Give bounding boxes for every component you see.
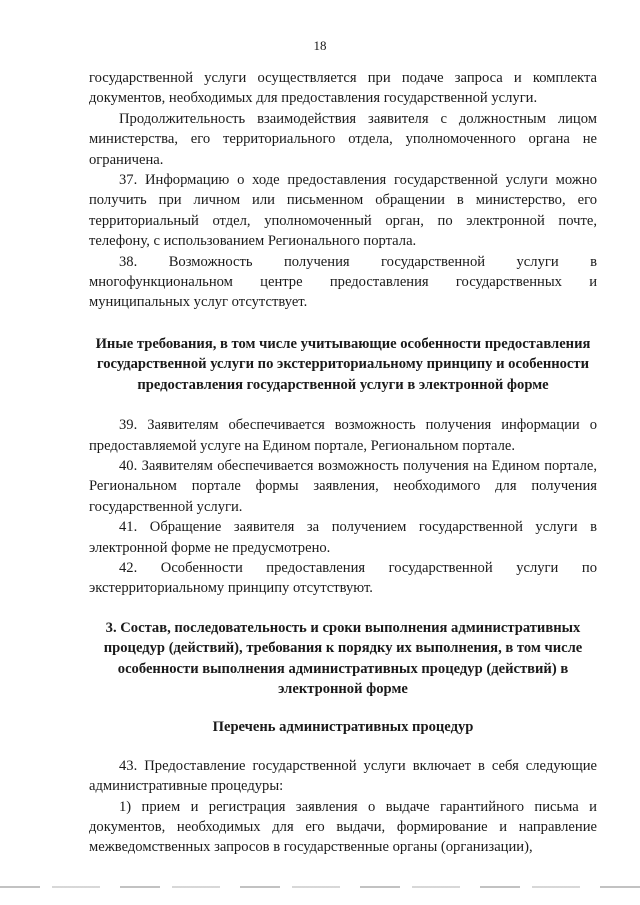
- paragraph-42: 42. Особенности предоставления государственной услуги по экстерриториальному принципу отсутствуют.: [89, 559, 597, 597]
- paragraph-40: 40. Заявителям обеспечивается возможность получения на Едином портале, Региональном портале формы заявления, необходимого для получения государственной услуги.: [89, 457, 597, 515]
- page-number: 18: [313, 38, 327, 53]
- document-body: [89, 68, 597, 858]
- paragraph-43-item-1: 1) прием и регистрация заявления о выдаче гарантийного письма и документов, необходимых для его выдачи, формирование и направление межведомственных запросов в государственные органы (организации),: [89, 798, 597, 856]
- scan-artifact-line: [0, 886, 640, 888]
- paragraph-38: 38. Возможность получения государственной услуги в многофункциональном центре предоставления государственных и муниципальных услуг отсутствует.: [89, 253, 597, 311]
- paragraph-39: 39. Заявителям обеспечивается возможность получения информации о предоставляемой услуге на Едином портале, Региональном портале.: [89, 417, 597, 454]
- heading-other-requirements: Иные требования, в том числе учитывающие особенности предоставления государственной услуги по экстерриториальному принципу и особенности предоставления государственной услуги в электронной форме: [95, 335, 591, 393]
- heading-section-3: 3. Состав, последовательность и сроки выполнения административных процедур (действий), требования к порядку их выполнения, в том числе особенности выполнения административных процедур (действий) в электронной форме: [103, 619, 583, 697]
- paragraph-continuation: государственной услуги осуществляется при подаче запроса и комплекта документов, необходимых для предоставления государственной услуги.: [89, 70, 597, 107]
- paragraph-37: 37. Информацию о ходе предоставления государственной услуги можно получить при личном или письменном обращении в министерство, его территориальный отдел, уполномоченный орган, по электронной почте, телефону, с использованием Регионального портала.: [89, 172, 597, 250]
- heading-procedures-list: Перечень административных процедур: [212, 719, 474, 736]
- paragraph-43: 43. Предоставление государственной услуги включает в себя следующие административные процедуры:: [89, 757, 597, 795]
- paragraph-interaction-duration: Продолжительность взаимодействия заявителя с должностным лицом министерства, его территориального отдела, уполномоченного органа не ограничена.: [89, 110, 597, 168]
- paragraph-41: 41. Обращение заявителя за получением государственной услуги в электронной форме не предусмотрено.: [89, 519, 597, 556]
